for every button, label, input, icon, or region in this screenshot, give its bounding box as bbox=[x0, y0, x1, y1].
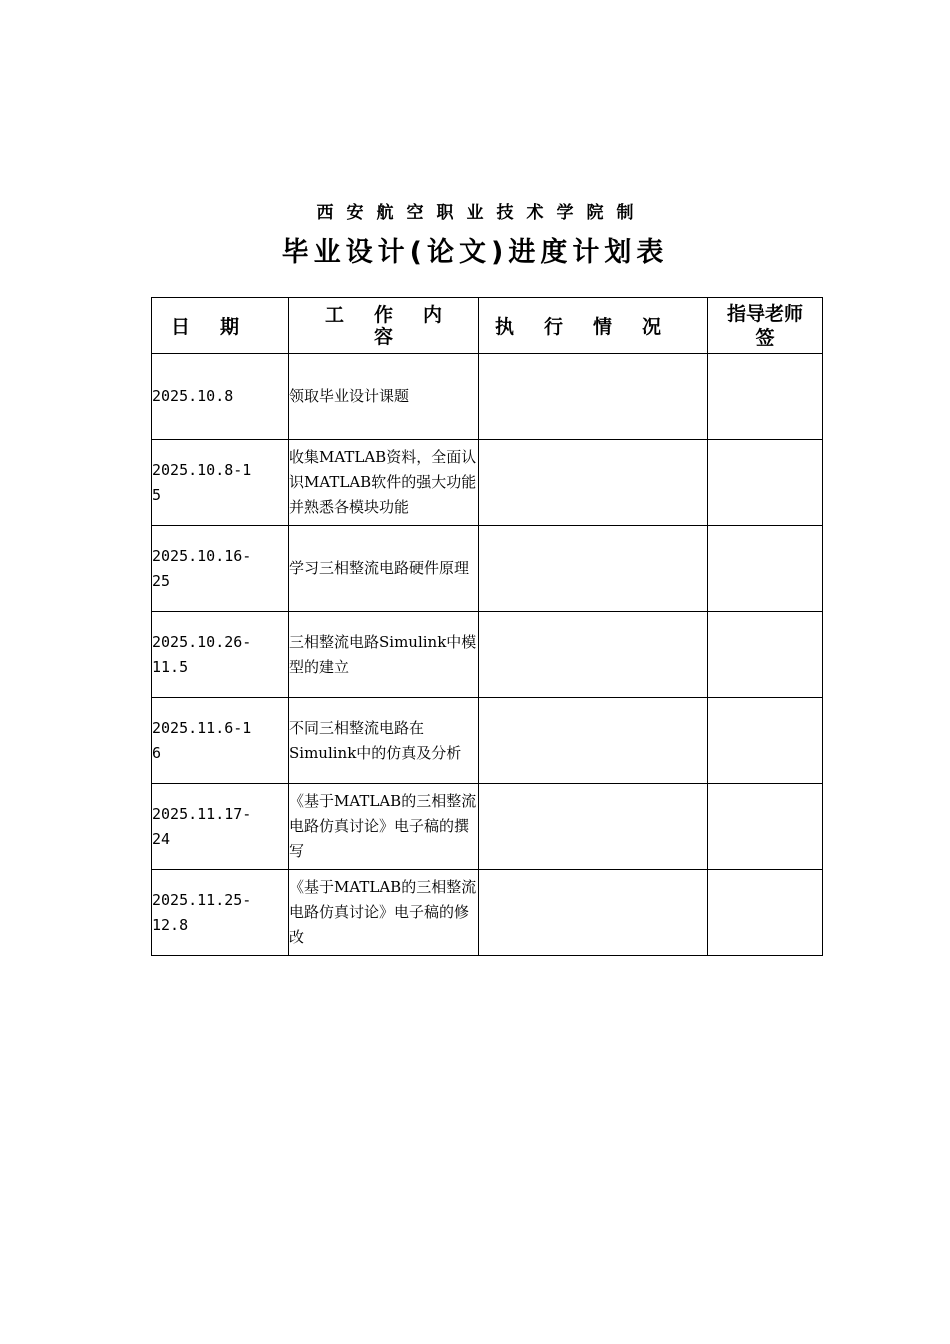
signature-cell[interactable] bbox=[708, 354, 823, 440]
institution-subtitle: 西安航空职业技术学院制 bbox=[316, 203, 647, 223]
date-text: 2025.11.25-12.8 bbox=[152, 890, 252, 934]
table-row bbox=[152, 784, 823, 870]
column-header-work-line2: 容 bbox=[373, 325, 393, 348]
execution-cell[interactable] bbox=[479, 612, 708, 698]
signature-cell[interactable] bbox=[708, 870, 823, 956]
date-text: 2025.11.6-16 bbox=[152, 718, 252, 762]
date-cell bbox=[152, 698, 289, 784]
date-text: 2025.10.16-25 bbox=[152, 546, 252, 590]
table-row bbox=[152, 612, 823, 698]
execution-cell[interactable] bbox=[479, 526, 708, 612]
signature-cell[interactable] bbox=[708, 784, 823, 870]
work-cell: 领取毕业设计课题 bbox=[289, 354, 479, 440]
column-header-execution: 执行情况 bbox=[479, 298, 708, 354]
work-cell: 《基于MATLAB的三相整流电路仿真讨论》电子稿的撰写 bbox=[289, 784, 479, 870]
signature-cell[interactable] bbox=[708, 698, 823, 784]
table-row bbox=[152, 698, 823, 784]
signature-cell[interactable] bbox=[708, 526, 823, 612]
work-cell: 三相整流电路Simulink中模型的建立 bbox=[289, 612, 479, 698]
column-header-signature-line1: 指导老师 bbox=[726, 302, 803, 325]
execution-cell[interactable] bbox=[479, 870, 708, 956]
column-header-date: 日期 bbox=[152, 298, 289, 354]
work-cell: 收集MATLAB资料，全面认识MATLAB软件的强大功能并熟悉各模块功能 bbox=[289, 440, 479, 526]
table-row bbox=[152, 440, 823, 526]
date-text: 2025.10.8 bbox=[152, 387, 234, 405]
signature-cell[interactable] bbox=[708, 612, 823, 698]
execution-cell[interactable] bbox=[479, 354, 708, 440]
date-cell bbox=[152, 440, 289, 526]
date-text: 2025.10.26-11.5 bbox=[152, 632, 252, 676]
work-cell: 《基于MATLAB的三相整流电路仿真讨论》电子稿的修改 bbox=[289, 870, 479, 956]
signature-cell[interactable] bbox=[708, 440, 823, 526]
work-cell: 不同三相整流电路在Simulink中的仿真及分析 bbox=[289, 698, 479, 784]
table-header-row bbox=[152, 298, 823, 354]
date-cell bbox=[152, 870, 289, 956]
table-row bbox=[152, 354, 823, 440]
work-cell: 学习三相整流电路硬件原理 bbox=[289, 526, 479, 612]
date-cell bbox=[152, 526, 289, 612]
date-cell bbox=[152, 784, 289, 870]
column-header-work-line1: 工作内 bbox=[324, 303, 472, 326]
column-header-signature bbox=[708, 298, 823, 354]
date-cell bbox=[152, 612, 289, 698]
date-text: 2025.10.8-15 bbox=[152, 460, 252, 504]
column-header-signature-line2: 签 bbox=[755, 326, 775, 349]
column-header-work bbox=[289, 298, 479, 354]
date-text: 2025.11.17-24 bbox=[152, 804, 252, 848]
page-title: 毕业设计(论文)进度计划表 bbox=[281, 237, 669, 268]
execution-cell[interactable] bbox=[479, 440, 708, 526]
table-row bbox=[152, 526, 823, 612]
progress-plan-table bbox=[151, 297, 823, 956]
execution-cell[interactable] bbox=[479, 698, 708, 784]
execution-cell[interactable] bbox=[479, 784, 708, 870]
date-cell bbox=[152, 354, 289, 440]
table-row bbox=[152, 870, 823, 956]
